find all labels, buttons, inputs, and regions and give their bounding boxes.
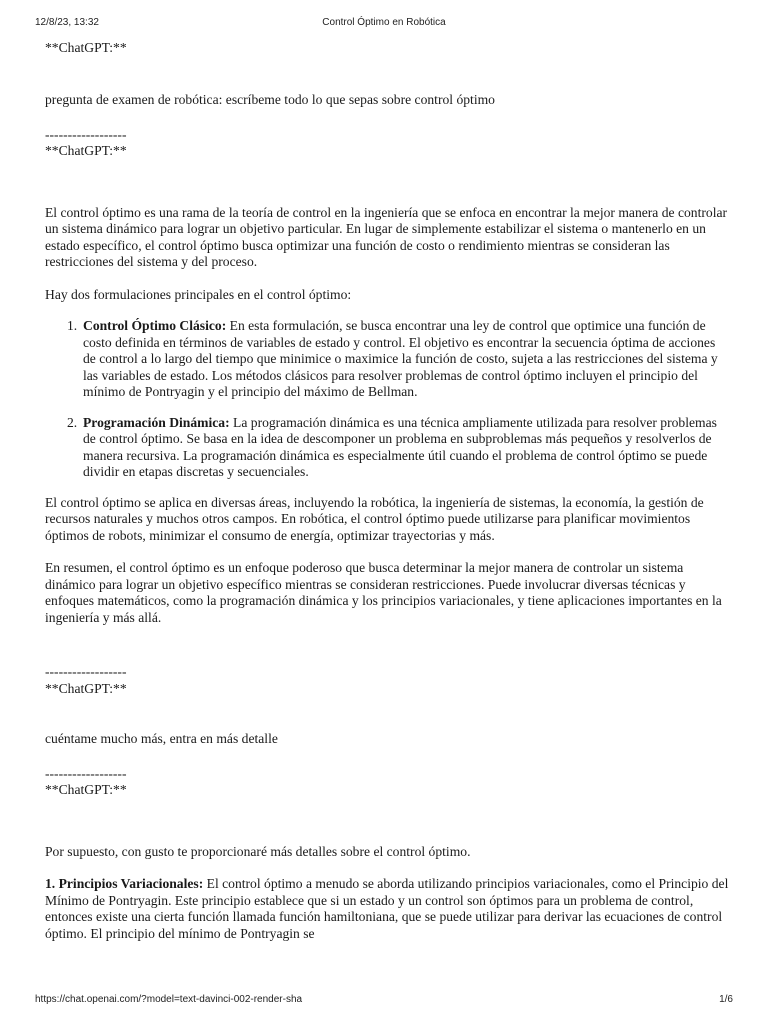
list-item bbox=[45, 415, 731, 481]
separator: ------------------ bbox=[45, 765, 127, 781]
list-item-text: En esta formulación, se busca encontrar una ley de control que optimice una función de costo definida en términos de variables de estado y control. El objetivo es encontrar la secuencia óptima de acciones de control a lo largo del tiempo que minimice o maximice la función de costo, sujeta a las restricciones del sistema y las variables de estado. Los métodos clásicos para resolver problemas de control óptimo incluyen el principio del mínimo de Pontryagin y el principio del máximo de Bellman. bbox=[83, 318, 718, 399]
list-item-text: La programación dinámica es una técnica ampliamente utilizada para resolver problemas de control óptimo. Se basa en la idea de descomponer un problema en subproblemas más pequeños y resolverlos de manera recursiva. La programación dinámica es especialmente útil cuando el problema de control óptimo se puede dividir en etapas discretas y secuenciales. bbox=[83, 414, 717, 479]
answer-paragraph: Por supuesto, con gusto te proporcionaré más detalles sobre el control óptimo. bbox=[45, 843, 471, 859]
speaker-label: **ChatGPT:** bbox=[45, 143, 127, 158]
answer-paragraph: El control óptimo es una rama de la teoría de control en la ingeniería que se enfoca en encontrar la mejor manera de controlar un sistema dinámico para lograr un objetivo particular. En lugar de simplemente estabilizar el sistema o mantenerlo en un estado específico, el control óptimo busca optimizar una función de costo o rendimiento mientras se consideran las restricciones del sistema y del proceso. bbox=[45, 204, 728, 269]
answer-paragraph: Hay dos formulaciones principales en el control óptimo: bbox=[45, 286, 352, 302]
answer-section bbox=[45, 876, 731, 942]
separator: ------------------ bbox=[45, 126, 127, 142]
speaker-label: **ChatGPT:** bbox=[45, 40, 127, 55]
user-question: cuéntame mucho más, entra en más detalle bbox=[45, 731, 278, 746]
section-title: 1. Principios Variacionales: bbox=[45, 876, 204, 891]
answer-paragraph: El control óptimo se aplica en diversas áreas, incluyendo la robótica, la ingeniería de sistemas, la economía, la gestión de recursos naturales y muchos otros campos. En robótica, el control óptimo puede utilizarse para planificar movimientos óptimos de robots, minimizar el consumo de energía, optimizar trayectorias y más. bbox=[45, 494, 704, 543]
page-url: https://chat.openai.com/?model=text-davinci-002-render-sha bbox=[35, 994, 303, 1005]
chat-transcript bbox=[45, 40, 731, 942]
print-datetime: 12/8/23, 13:32 bbox=[35, 17, 99, 28]
list-item-title: Programación Dinámica: bbox=[83, 414, 230, 430]
answer-paragraph: En resumen, el control óptimo es un enfoque poderoso que busca determinar la mejor manera de controlar un sistema dinámico para lograr un objetivo específico mientras se consideran restricciones. Puede involucrar diversas técnicas y enfoques matemáticos, como la programación dinámica y los principios variacionales, y tiene aplicaciones importantes en la ingeniería y más allá. bbox=[45, 560, 722, 625]
list-item-title: Control Óptimo Clásico: bbox=[83, 318, 227, 333]
print-footer bbox=[0, 994, 768, 1008]
list-number: 2. bbox=[67, 414, 78, 430]
speaker-label: **ChatGPT:** bbox=[45, 680, 127, 696]
separator: ------------------ bbox=[45, 664, 127, 679]
speaker-label: **ChatGPT:** bbox=[45, 782, 127, 797]
list-number: 1. bbox=[67, 318, 78, 333]
formulations-list bbox=[45, 318, 731, 481]
section-text: El control óptimo a menudo se aborda utilizando principios variacionales, como el Principio del Mínimo de Pontryagin. Este principio establece que si un estado y un control son óptimos para un problema de control, entonces existe una cierta función llamada función hamiltoniana, que se puede utilizar para derivar las ecuaciones de control óptimo. El principio del mínimo de Pontryagin se bbox=[45, 876, 729, 941]
print-header bbox=[0, 17, 768, 31]
page-number: 1/6 bbox=[719, 994, 733, 1005]
print-document-title: Control Óptimo en Robótica bbox=[322, 17, 446, 28]
user-question: pregunta de examen de robótica: escríbeme todo lo que sepas sobre control óptimo bbox=[45, 92, 495, 107]
list-item bbox=[45, 318, 731, 401]
